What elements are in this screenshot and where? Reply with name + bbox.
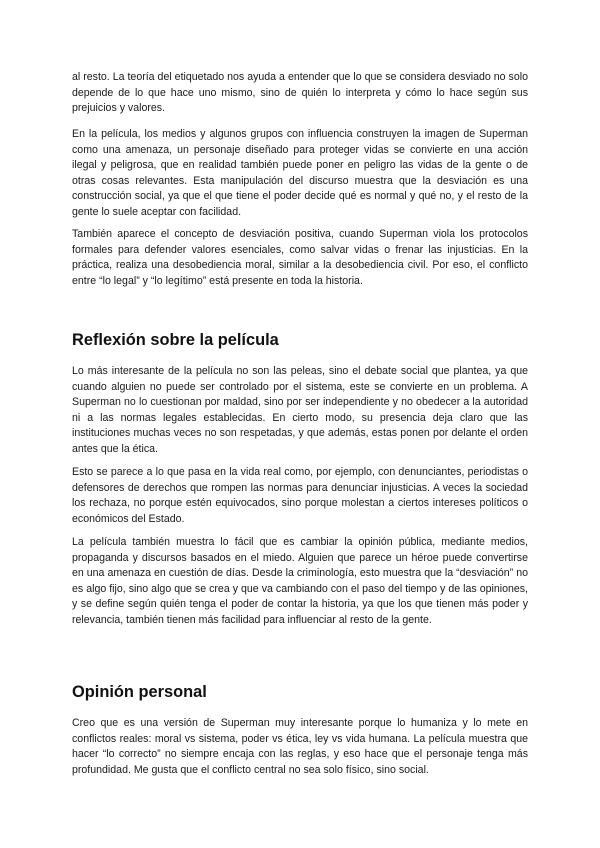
- paragraph-positive-deviation: También aparece el concepto de desviación positiva, cuando Superman viola los protocolos formales para defender valores esenciales, como salvar vidas o frenar las injusticias. En la práctica, realiza una desobediencia moral, similar a la desobediencia civil. Por eso, el conflicto entre “lo legal” y “lo legítimo” está presente en toda la historia.: [72, 228, 528, 287]
- heading-opinion: Opinión personal: [72, 683, 207, 701]
- paragraph-personal-opinion: Creo que es una versión de Superman muy interesante porque lo humaniza y lo mete en conflictos reales: moral vs sistema, poder vs ética, ley vs vida humana. La película muestra que hacer “lo correcto” no siempre encaja con las reglas, y eso hace que el personaje tenga más profundidad. Me gusta que el conflicto central no sea solo físico, sino social.: [72, 717, 528, 776]
- heading-reflexion: Reflexión sobre la película: [72, 331, 279, 349]
- paragraph-media-image: En la película, los medios y algunos grupos con influencia construyen la imagen de Superman como una amenaza, un personaje diseñado para proteger vidas se convierte en una acción ilegal y peligrosa, que en realidad también puede poner en peligro las vidas de la gente o de otras cosas relevantes. Esta manipulación del discurso muestra que la desviación es una construcción social, ya que el que tiene el poder decide qué es normal y qué no, y el resto de la gente lo suele aceptar con facilidad.: [72, 128, 528, 218]
- paragraph-social-debate: Lo más interesante de la película no son las peleas, sino el debate social que plantea, ya que cuando alguien no puede ser controlado por el sistema, este se convierte en un problema. A Superman no lo cuestionan por maldad, sino por ser independiente y no obedecer a la autoridad ni a las normas legales establecidas. En cierto modo, su presencia deja claro que las instituciones muchas veces no son respetadas, y que además, estas ponen por delante el orden antes que la ética.: [72, 365, 528, 455]
- paragraph-labeling-theory: al resto. La teoría del etiquetado nos ayuda a entender que lo que se considera desviado no solo depende de lo que hace uno mismo, sino de quién lo interpreta y cómo lo hace según sus prejuicios y valores.: [72, 71, 528, 115]
- paragraph-real-life: Esto se parece a lo que pasa en la vida real como, por ejemplo, con denunciantes, periodistas o defensores de derechos que rompen las normas para denunciar injusticias. A veces la sociedad los rechaza, no porque estén equivocados, sino porque molestan a ciertos intereses políticos o económicos del Estado.: [72, 466, 528, 525]
- paragraph-public-opinion: La película también muestra lo fácil que es cambiar la opinión pública, mediante medios, propaganda y discursos basados en el miedo. Alguien que parece un héroe puede convertirse en una amenaza en cuestión de días. Desde la criminología, esto muestra que la “desviación” no es algo fijo, sino algo que se crea y que va cambiando con el paso del tiempo y de las opiniones, y se define según quién tenga el poder de contar la historia, ya que los que tienen más poder y relevancia, también tienen más facilidad para influenciar al resto de la gente.: [72, 536, 528, 626]
